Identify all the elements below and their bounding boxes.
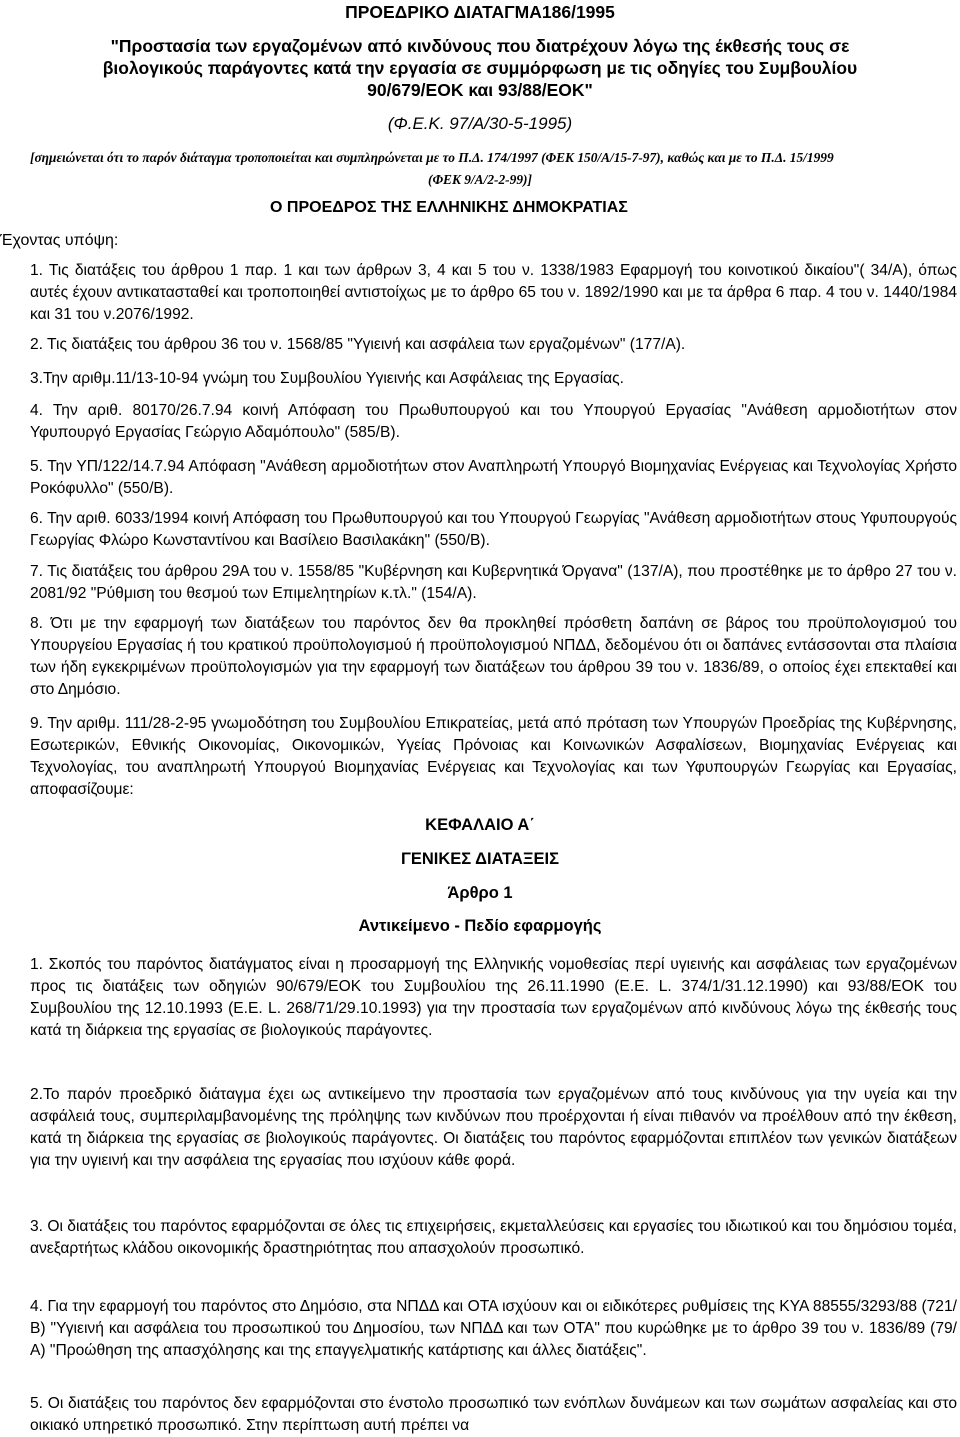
subject-line-2: βιολογικούς παράγοντες κατά την εργασία σε συμμόρφωση με τις οδηγίες του Συμβουλίου: [102, 58, 858, 78]
article-heading: Άρθρο 1: [447, 884, 513, 902]
consideration-9: 9. Την αριθμ. 111/28-2-95 γνωμοδότηση του Συμβουλίου Επικρατείας, μετά από πρόταση των Υπουργών Προεδρίας της Κυβέρνησης, Εσωτερικών, Εθνικής Οικονομίας, Οικονομικών, Υγείας Πρόνοιας και Κοινωνικών Ασφαλίσεων, Βιομηχανίας Ενέργειας και Τεχνολογίας, του αναπληρωτή Υπουργού Βιομηχανίας Ενέργειας και Τεχνολογίας και των Υφυπουργών Γεωργίας και Εργασίας, αποφασίζουμε:: [30, 715, 957, 798]
president-heading: Ο ΠΡΟΕΔΡΟΣ ΤΗΣ ΕΛΛΗΝΙΚΗΣ ΔΗΜΟΚΡΑΤΙΑΣ: [270, 199, 628, 216]
subject-line-1: "Προστασία των εργαζομένων από κινδύνους που διατρέχουν λόγω της έκθεσής τους σε: [110, 36, 850, 56]
amendment-note-line-1: [σημειώνεται ότι το παρόν διάταγμα τροποποιείται και συμπληρώνεται με το Π.Δ. 174/1997 (ΦΕΚ 150/Α/15-7-97), καθώς και με το Π.Δ. 15/1999: [30, 150, 834, 165]
article-paragraph-4: 4. Για την εφαρμογή του παρόντος στο Δημόσιο, στα ΝΠΔΔ και ΟΤΑ ισχύουν και οι ειδικότερες ρυθμίσεις της ΚΥΑ 88555/3293/88 (721/Β) "Υγιεινή και ασφάλεια του προσωπικού του Δημοσίου, των ΝΠΔΔ και των ΟΤΑ" που κυρώθηκε με το άρθρο 39 του ν. 1836/89 (79/Α) "Προώθηση της απασχόλησης και της επαγγελματικής κατάρτισης και άλλες διατάξεις".: [30, 1298, 957, 1359]
consideration-3: 3.Την αριθμ.11/13-10-94 γνώμη του Συμβουλίου Υγιεινής και Ασφάλειας της Εργασίας.: [30, 370, 625, 387]
article-paragraph-1: 1. Σκοπός του παρόντος διατάγματος είναι η προσαρμογή της Ελληνικής νομοθεσίας περί υγιεινής και ασφάλειας των εργαζομένων προς τις διατάξεις των οδηγιών 90/679/ΕΟΚ του Συμβουλίου της 26.11.1990 (Ε.Ε. L. 374/1/31.12.1990) και 93/88/ΕΟΚ του Συμβουλίου της 12.10.1993 (Ε.Ε. L. 268/71/29.10.1993) για την προστασία των εργαζομένων από κινδύνους λόγω της έκθεσής τους κατά τη διάρκεια της εργασίας σε βιολογικούς παράγοντες.: [30, 956, 957, 1039]
subject-line-3: 90/679/ΕΟΚ και 93/88/ΕΟΚ": [367, 80, 593, 100]
consideration-6: 6. Την αριθ. 6033/1994 κοινή Απόφαση του Πρωθυπουργού και του Υπουργού Γεωργίας "Ανάθεση αρμοδιοτήτων στους Υφυπουργούς Γεωργίας Φλώρο Κωνσταντίνου και Βασίλειο Βασιλακάκη" (550/Β).: [30, 510, 957, 549]
consideration-5: 5. Την ΥΠ/122/14.7.94 Απόφαση "Ανάθεση αρμοδιοτήτων στον Αναπληρωτή Υπουργό Βιομηχανίας Ενέργειας και Τεχνολογίας Χρήστο Ροκόφυλλο" (550/Β).: [30, 458, 957, 497]
consideration-8: 8. Ότι με την εφαρμογή των διατάξεων του παρόντος δεν θα προκληθεί πρόσθετη δαπάνη σε βάρος του προϋπολογισμού του Υπουργείου Εργασίας ή του κρατικού προϋπολογισμού ή προϋπολογισμού ΝΠΔΔ, δεδομένου ότι οι δαπάνες εντάσσονται στα πλαίσια των ήδη εγκεκριμένων προϋπολογισμών για την εφαρμογή των διατάξεων του άρθρου 39 του ν. 1836/89, ο οποίος έχει επεκταθεί και στο Δημόσιο.: [30, 615, 957, 698]
decree-title: ΠΡΟΕΔΡΙΚΟ ΔΙΑΤΑΓΜΑ186/1995: [345, 2, 615, 22]
article-paragraph-5: 5. Οι διατάξεις του παρόντος δεν εφαρμόζονται στο ένστολο προσωπικό των ενόπλων δυνάμεων και των σωμάτων ασφαλείας και στο οικιακό υπηρετικό προσωπικό. Στην περίπτωση αυτή πρέπει να: [30, 1395, 957, 1434]
consideration-7: 7. Τις διατάξεις του άρθρου 29Α του ν. 1558/85 "Κυβέρνηση και Κυβερνητικά Όργανα" (137/Α), που προστέθηκε με το άρθρο 27 του ν. 2081/92 "Ρύθμιση του θεσμού των Επιμελητηρίων κ.τλ." (154/Α).: [30, 563, 957, 602]
fek-reference: (Φ.Ε.Κ. 97/Α/30-5-1995): [387, 114, 573, 133]
chapter-title: ΓΕΝΙΚΕΣ ΔΙΑΤΑΞΕΙΣ: [400, 850, 560, 868]
having-regard-label: Έχοντας υπόψη:: [0, 232, 119, 249]
chapter-heading: ΚΕΦΑΛΑΙΟ Α΄: [425, 816, 535, 834]
consideration-2: 2. Τις διατάξεις του άρθρου 36 του ν. 1568/85 "Υγιεινή και ασφάλεια των εργαζομένων" (177/Α).: [30, 336, 686, 353]
article-paragraph-2: 2.Το παρόν προεδρικό διάταγμα έχει ως αντικείμενο την προστασία των εργαζομένων από τους κινδύνους για την υγεία και την ασφάλειά τους, συμπεριλαμβανομένης της πρόληψης των κινδύνων που προέρχονται ή είναι πιθανόν να προέλθουν από την έκθεση, κατά τη διάρκεια της εργασίας σε βιολογικούς παράγοντες. Οι διατάξεις του παρόντος εφαρμόζονται επιπλέον των γενικών διατάξεων για την υγιεινή και την ασφάλεια της εργασίας που ισχύουν κάθε φορά.: [30, 1086, 957, 1169]
consideration-1: 1. Τις διατάξεις του άρθρου 1 παρ. 1 και των άρθρων 3, 4 και 5 του ν. 1338/1983 Εφαρμογή του κοινοτικού δικαίου"( 34/Α), όπως αυτές έχουν αντικατασταθεί και τροποποιηθεί αντιστοίχως με το άρθρο 65 του ν. 1892/1990 και με τα άρθρα 6 παρ. 4 του ν. 1440/1984 και 31 του ν.2076/1992.: [30, 262, 957, 323]
consideration-4: 4. Την αριθ. 80170/26.7.94 κοινή Απόφαση του Πρωθυπουργού και του Υπουργού Εργασίας "Ανάθεση αρμοδιοτήτων στον Υφυπουργό Εργασίας Γεώργιο Αδαμόπουλο" (585/Β).: [30, 402, 957, 441]
article-paragraph-3: 3. Οι διατάξεις του παρόντος εφαρμόζονται σε όλες τις επιχειρήσεις, εκμεταλλεύσεις και εργασίες του ιδιωτικού και του δημόσιου τομέα, ανεξαρτήτως κλάδου οικονομικής δραστηριότητας που απασχολούν προσωπικό.: [30, 1218, 957, 1257]
amendment-note-line-2: (ΦΕΚ 9/Α/2-2-99)]: [428, 172, 532, 187]
article-title: Αντικείμενο - Πεδίο εφαρμογής: [358, 917, 602, 935]
